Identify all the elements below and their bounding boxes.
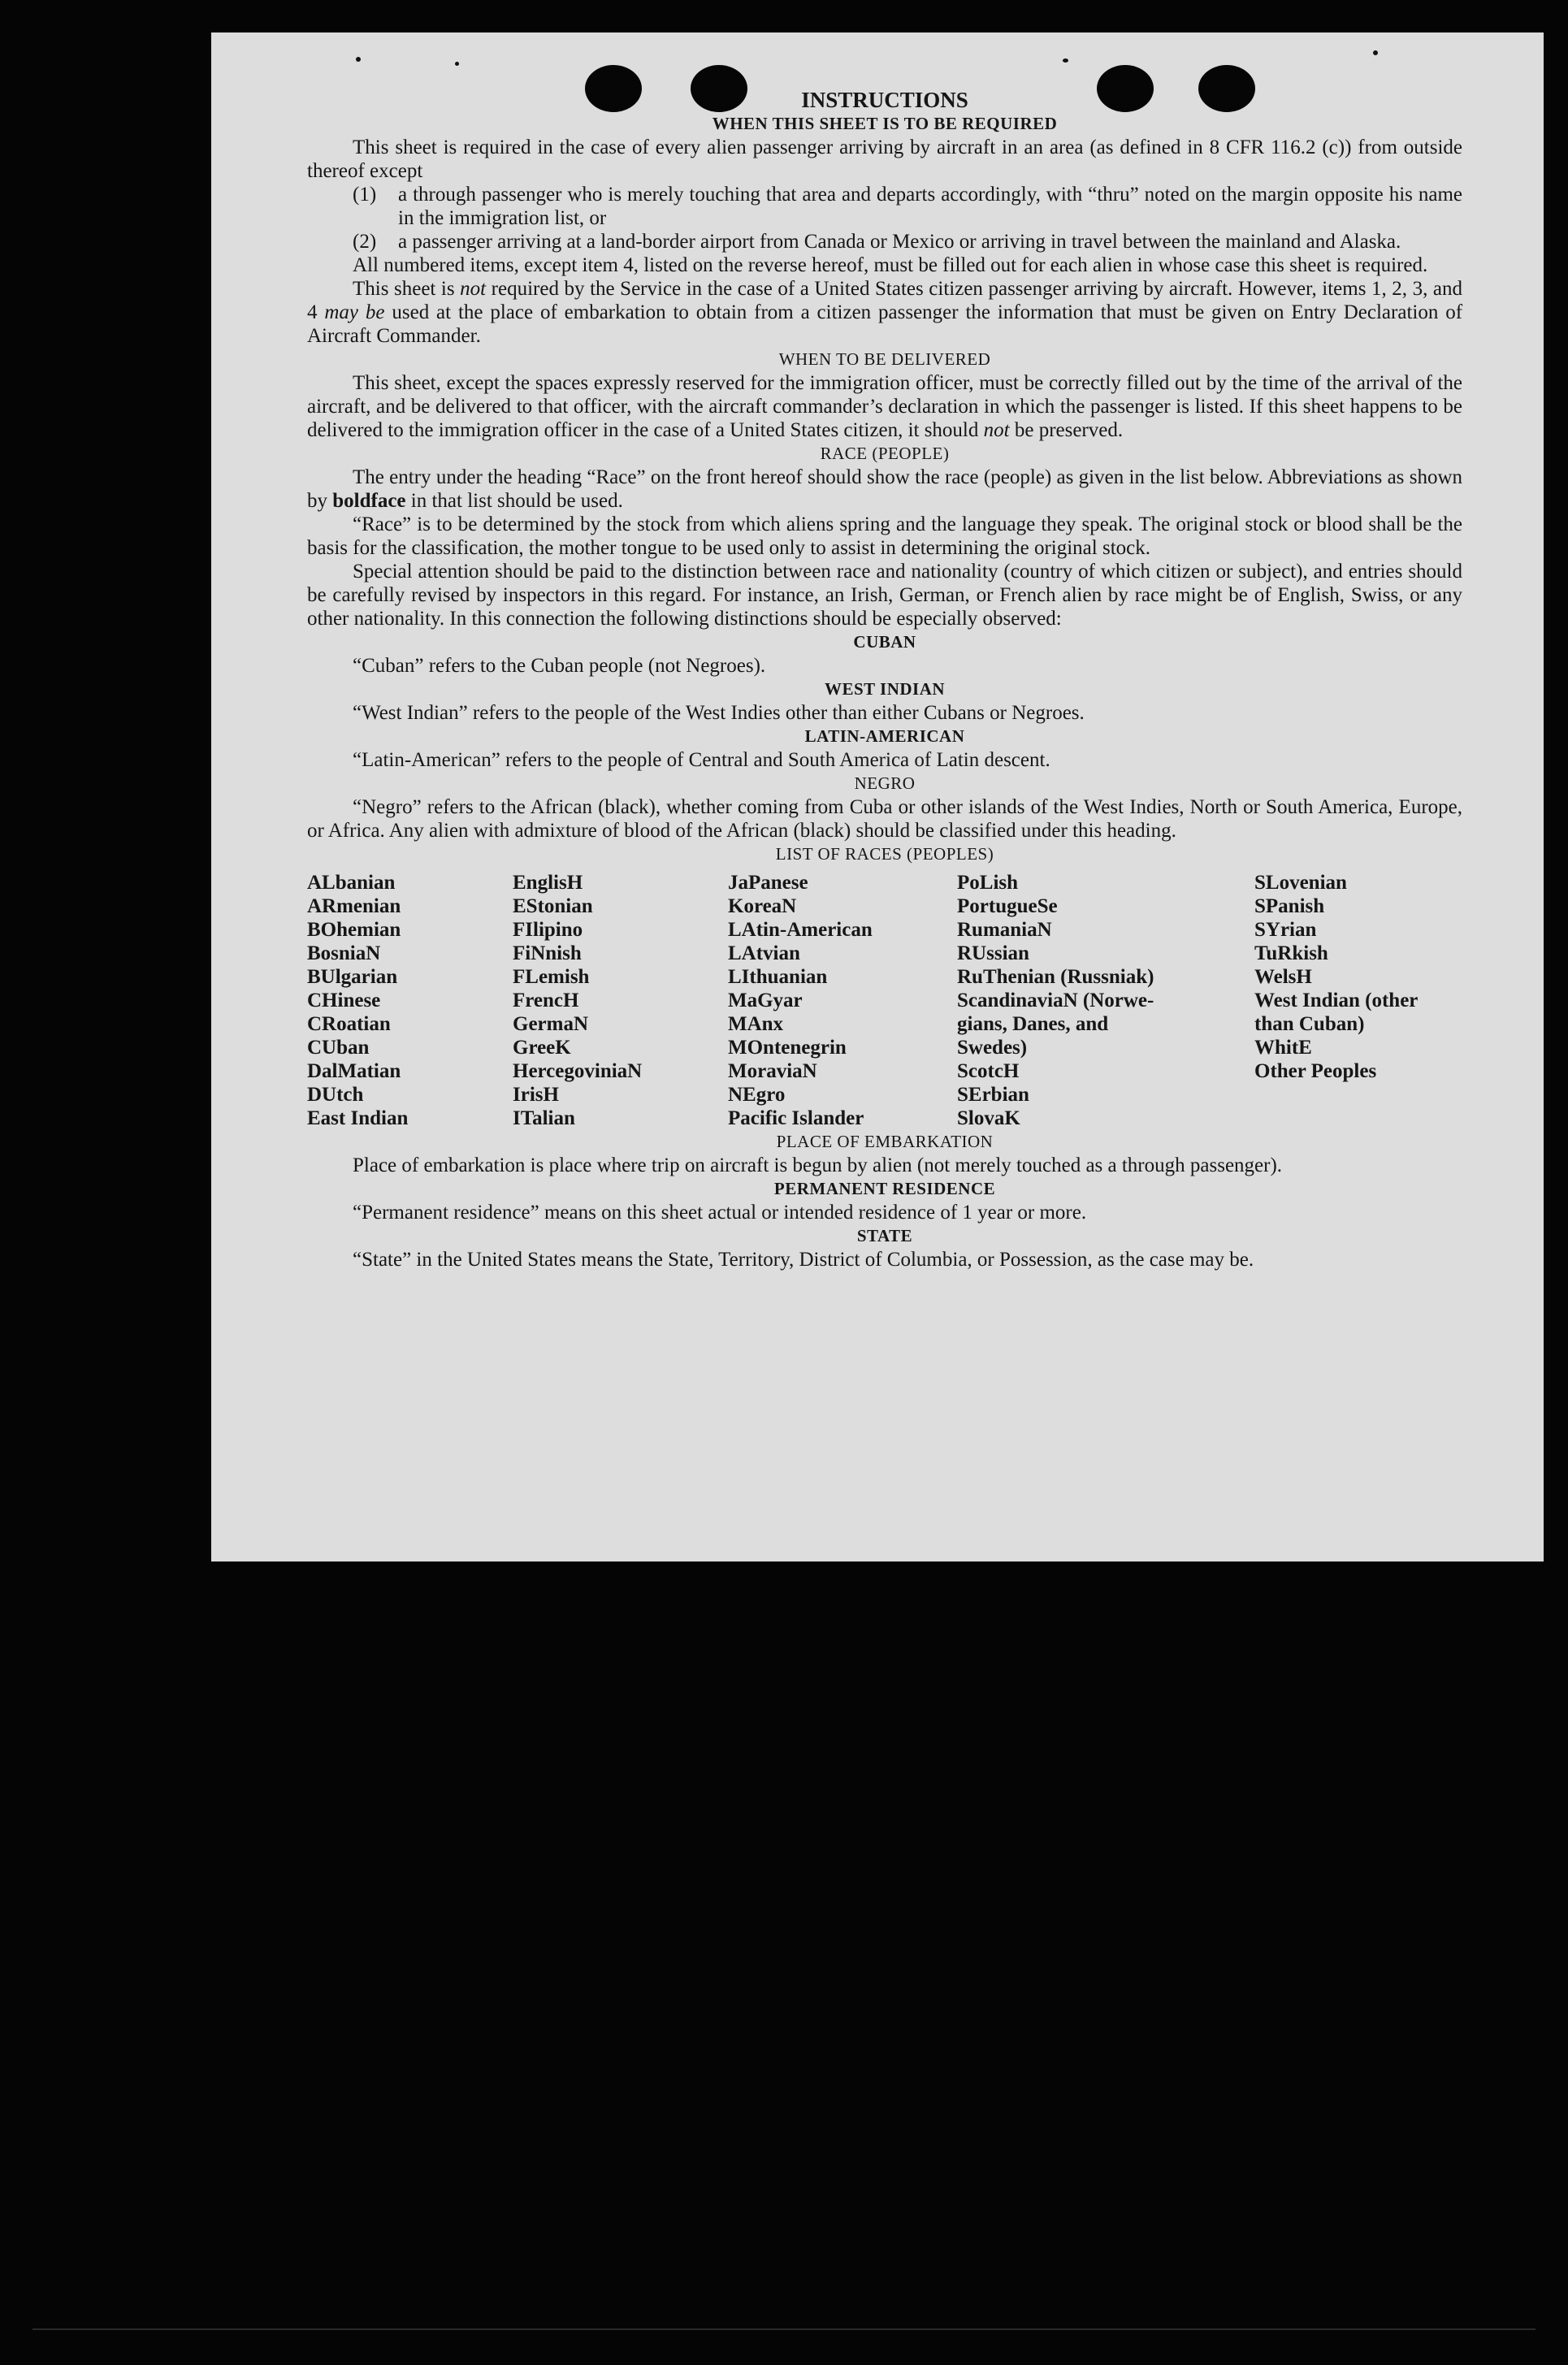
paragraph: “Negro” refers to the African (black), whether coming from Cuba or other islands of the West Indies, North or South America, Europe, or Africa. Any alien with admixture of blood of the African (black) should be classified under this heading. xyxy=(307,796,1462,842)
races-column xyxy=(513,871,728,1130)
paragraph: This sheet is required in the case of every alien passenger arriving by aircraft in an area (as defined in 8 CFR 116.2 (c)) from outside thereof except xyxy=(307,136,1462,182)
item-text: a passenger arriving at a land-border airport from Canada or Mexico or arriving in travel between the mainland and Alaska. xyxy=(398,231,1401,253)
race-item: RuThenian (Russniak) xyxy=(957,966,1154,988)
paragraph: “State” in the United States means the State, Territory, District of Columbia, or Possession, as the case may be. xyxy=(353,1249,1254,1271)
race-item: MaGyar xyxy=(728,990,803,1011)
race-item: Swedes) xyxy=(957,1037,1028,1059)
race-item: KoreaN xyxy=(728,895,797,917)
race-item: HercegoviniaN xyxy=(513,1060,643,1082)
heading-state: STATE xyxy=(856,1226,913,1245)
item-number: (2) xyxy=(353,231,377,253)
race-item: than Cuban) xyxy=(1254,1013,1365,1035)
heading-latin-american: LATIN-AMERICAN xyxy=(804,726,965,746)
heading-race: RACE (PEOPLE) xyxy=(820,444,950,463)
emphasis: may be xyxy=(324,301,385,323)
item-text: a through passenger who is merely touching that area and departs accordingly, with “thru” noted on the margin opposite his name in the immigration list, or xyxy=(398,184,1462,229)
paragraph: Special attention should be paid to the distinction between race and nationality (country of which citizen or subject), and entries should be carefully revised by inspectors in this regard. For instance, an Irish, German, or French alien by race might be of English, Swiss, or any other nationality. In this connection the following distinctions should be especially observed: xyxy=(307,561,1462,630)
paragraph: “Cuban” refers to the Cuban people (not Negroes). xyxy=(353,655,766,677)
paragraph: “West Indian” refers to the people of the West Indies other than either Cubans or Negroes. xyxy=(353,702,1085,724)
race-item: RUssian xyxy=(957,942,1029,964)
race-item: BOhemian xyxy=(307,919,401,941)
race-item: ScandinaviaN (Norwe- xyxy=(957,990,1154,1011)
races-list xyxy=(307,871,1462,1130)
race-item: FiNnish xyxy=(513,942,582,964)
scan-speck xyxy=(356,57,361,62)
paragraph: All numbered items, except item 4, listed on the reverse hereof, must be filled out for each alien in whose case this sheet is required. xyxy=(353,254,1428,276)
race-item: DUtch xyxy=(307,1084,364,1106)
race-item: RumaniaN xyxy=(957,919,1052,941)
races-column xyxy=(957,871,1254,1130)
heading-negro: NEGRO xyxy=(854,773,916,793)
race-item: CRoatian xyxy=(307,1013,391,1035)
race-item: BUlgarian xyxy=(307,966,398,988)
race-item: FLemish xyxy=(513,966,590,988)
race-item: ARmenian xyxy=(307,895,401,917)
race-item: gians, Danes, and xyxy=(957,1013,1109,1035)
race-item: NEgro xyxy=(728,1084,786,1106)
exception-list xyxy=(307,183,1462,253)
text-run: This sheet is xyxy=(353,278,461,300)
paragraph xyxy=(307,277,1462,348)
text-run: in that list should be used. xyxy=(405,490,623,512)
document-sheet xyxy=(211,32,1544,1562)
list-item xyxy=(307,230,1462,253)
race-item: FrencH xyxy=(513,990,579,1011)
text-run: used at the place of embarkation to obtain from a citizen passenger the information that must be given on Entry Declaration of Aircraft Commander. xyxy=(307,301,1463,347)
heading-place-of-embarkation: PLACE OF EMBARKATION xyxy=(776,1132,994,1151)
race-item: LAtin-American xyxy=(728,919,873,941)
race-item: LAtvian xyxy=(728,942,800,964)
race-item: MOntenegrin xyxy=(728,1037,847,1059)
races-column xyxy=(728,871,957,1130)
heading-west-indian: WEST INDIAN xyxy=(824,679,946,699)
race-item: MAnx xyxy=(728,1013,784,1035)
text-run: be preserved. xyxy=(1009,419,1124,441)
paragraph: “Latin-American” refers to the people of Central and South America of Latin descent. xyxy=(353,749,1050,771)
races-column xyxy=(307,871,513,1130)
list-item xyxy=(307,183,1462,230)
race-item: SYrian xyxy=(1254,919,1317,941)
race-item: IrisH xyxy=(513,1084,559,1106)
race-item: BosniaN xyxy=(307,942,381,964)
race-item: WelsH xyxy=(1254,966,1312,988)
race-item: GermaN xyxy=(513,1013,589,1035)
text-run: required by the Service in the case of a United States citizen passenger arriving by aircraft. However, items 1, 2, 3, and 4 xyxy=(307,278,1462,323)
instructions-text xyxy=(307,88,1462,1271)
race-item: West Indian (other xyxy=(1254,990,1419,1011)
emphasis: not xyxy=(983,419,1010,441)
race-item: Other Peoples xyxy=(1254,1060,1377,1082)
race-item: LIthuanian xyxy=(728,966,828,988)
text-run: The entry under the heading “Race” on the front hereof should show the race (people) as given in the list below. Abbreviations as shown by xyxy=(307,466,1462,512)
race-item: ITalian xyxy=(513,1107,575,1129)
race-item: SLovenian xyxy=(1254,872,1347,894)
scan-speck xyxy=(455,62,459,66)
scan-speck xyxy=(1063,58,1068,63)
race-item: DalMatian xyxy=(307,1060,401,1082)
heading-when-required: WHEN THIS SHEET IS TO BE REQUIRED xyxy=(712,114,1058,133)
race-item: FIlipino xyxy=(513,919,583,941)
text-run: This sheet, except the spaces expressly reserved for the immigration officer, must be correctly filled out by the time of the arrival of the aircraft, and be delivered to that officer, with the aircraft commander’s declaration in which the passenger is listed. If this sheet happens to be delivered to the immigration officer in the case of a United States citizen, it should xyxy=(307,372,1462,441)
heading-permanent-residence: PERMANENT RESIDENCE xyxy=(773,1179,996,1198)
scan-speck xyxy=(1373,50,1378,55)
paragraph: Place of embarkation is place where trip on aircraft is begun by alien (not merely touched as a through passenger). xyxy=(353,1154,1283,1176)
races-column xyxy=(1254,871,1462,1130)
race-item: ALbanian xyxy=(307,872,396,894)
paragraph xyxy=(307,466,1462,513)
race-item: EStonian xyxy=(513,895,593,917)
race-item: TuRkish xyxy=(1254,942,1328,964)
heading-list-of-races: LIST OF RACES (PEOPLES) xyxy=(775,844,994,864)
paragraph xyxy=(307,371,1462,442)
race-item: CUban xyxy=(307,1037,370,1059)
race-item: PoLish xyxy=(957,872,1019,894)
race-item: WhitE xyxy=(1254,1037,1312,1059)
race-item: ScotcH xyxy=(957,1060,1020,1082)
scan-edge-line xyxy=(32,2328,1536,2330)
paragraph: “Permanent residence” means on this sheet actual or intended residence of 1 year or more. xyxy=(353,1202,1087,1224)
heading-cuban: CUBAN xyxy=(853,632,916,652)
race-item: SErbian xyxy=(957,1084,1029,1106)
race-item: PortugueSe xyxy=(957,895,1058,917)
race-item: MoraviaN xyxy=(728,1060,817,1082)
paragraph: “Race” is to be determined by the stock from which aliens spring and the language they speak. The original stock or blood shall be the basis for the classification, the mother tongue to be used only to assist in determining the original stock. xyxy=(307,513,1462,559)
race-item: JaPanese xyxy=(728,872,808,894)
race-item: EnglisH xyxy=(513,872,583,894)
heading-when-delivered: WHEN TO BE DELIVERED xyxy=(778,349,991,369)
race-item: CHinese xyxy=(307,990,381,1011)
bold-word: boldface xyxy=(332,490,406,512)
item-number: (1) xyxy=(353,184,377,206)
emphasis: not xyxy=(460,278,487,300)
race-item: East Indian xyxy=(307,1107,409,1129)
race-item: SlovaK xyxy=(957,1107,1020,1129)
race-item: Pacific Islander xyxy=(728,1107,864,1129)
page-title: INSTRUCTIONS xyxy=(801,88,968,112)
race-item: GreeK xyxy=(513,1037,571,1059)
race-item: SPanish xyxy=(1254,895,1325,917)
